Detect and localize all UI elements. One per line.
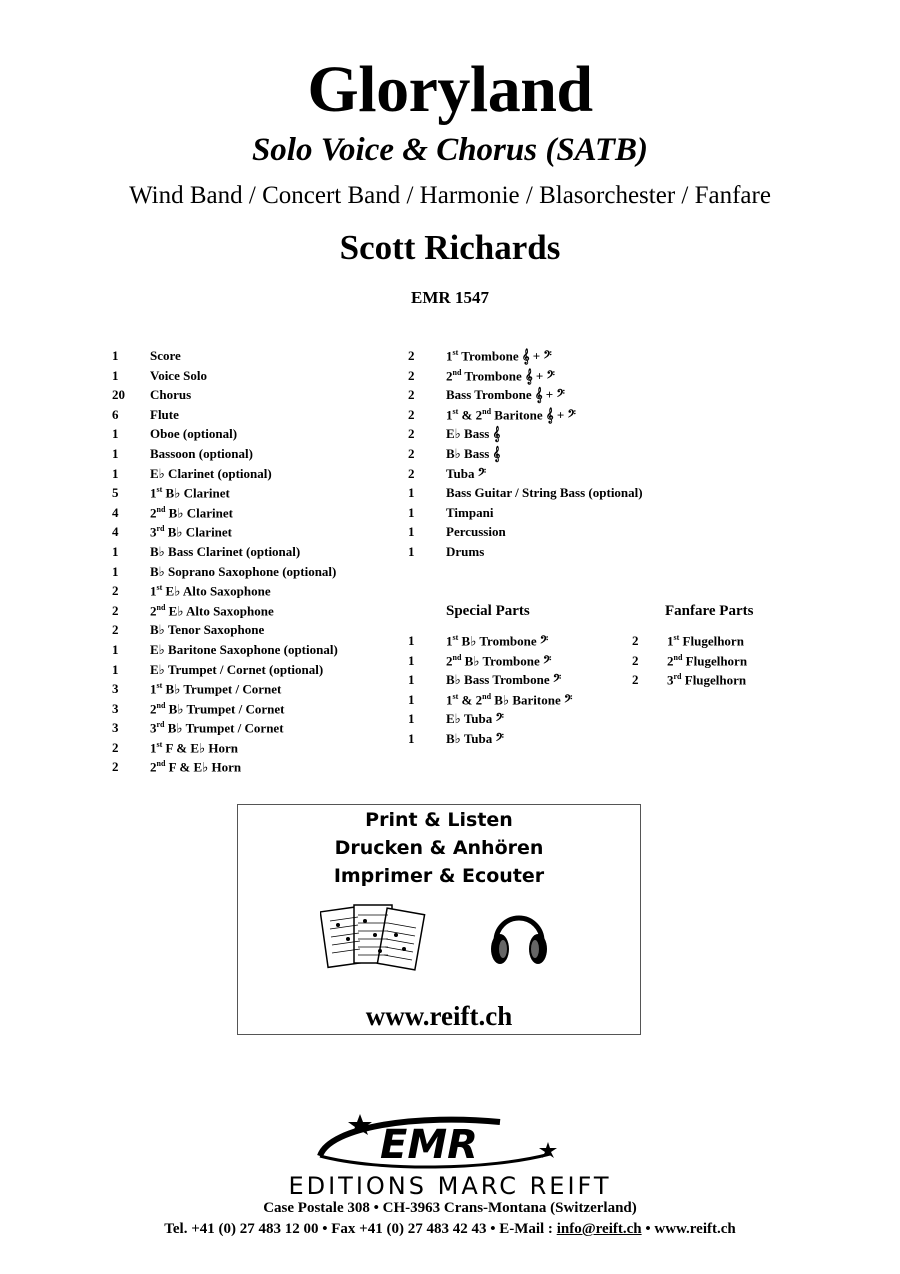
part-quantity: 1 — [408, 691, 415, 707]
svg-text:EMR: EMR — [380, 1122, 478, 1168]
part-quantity: 1 — [112, 445, 119, 461]
part-quantity: 4 — [112, 504, 119, 520]
part-name: 1st Trombone 𝄞 + 𝄢 — [446, 348, 552, 364]
part-quantity: 2 — [112, 602, 119, 618]
part-quantity: 1 — [112, 543, 119, 559]
part-name: Score — [150, 348, 181, 363]
part-name: Flute — [150, 406, 179, 422]
part-name: E♭ Clarinet (optional) — [150, 465, 272, 481]
publisher-address: Case Postale 308 • CH-3963 Crans-Montana (Switzerland) — [263, 1200, 637, 1216]
part-name: 2nd E♭ Alto Saxophone — [150, 602, 274, 619]
part-quantity: 5 — [112, 485, 119, 501]
part-quantity: 2 — [408, 445, 415, 461]
part-name: 1st E♭ Alto Saxophone — [150, 583, 271, 599]
part-name: B♭ Tenor Saxophone — [150, 622, 265, 638]
part-name: 2nd Flugelhorn — [667, 652, 748, 668]
part-quantity: 20 — [112, 387, 125, 403]
part-quantity: 1 — [112, 563, 119, 579]
part-name: 1st & 2nd Baritone 𝄞 + 𝄢 — [446, 406, 576, 423]
part-quantity: 2 — [632, 633, 639, 648]
part-quantity: 1 — [112, 661, 119, 677]
email-link[interactable]: info@reift.ch — [556, 1221, 642, 1237]
contact-website[interactable]: • www.reift.ch — [641, 1221, 736, 1237]
part-quantity: 1 — [408, 652, 415, 668]
part-name: 2nd Trombone 𝄞 + 𝄢 — [446, 367, 555, 383]
part-quantity: 1 — [408, 730, 415, 746]
part-name: Drums — [446, 543, 485, 559]
part-name: Percussion — [446, 524, 506, 540]
part-name: Timpani — [446, 504, 494, 520]
part-quantity: 1 — [408, 485, 415, 501]
part-name: 1st F & E♭ Horn — [150, 739, 238, 756]
part-name: B♭ Tuba 𝄢 — [446, 730, 504, 746]
part-name: 1st & 2nd B♭ Baritone 𝄢 — [446, 691, 573, 708]
publisher-name: EDITIONS MARC REIFT — [288, 1172, 612, 1200]
part-name: E♭ Trumpet / Cornet (optional) — [150, 661, 324, 677]
part-name: Tuba 𝄢 — [446, 465, 487, 481]
print-listen-line-en: Print & Listen — [365, 809, 513, 831]
part-quantity: 1 — [408, 711, 415, 727]
part-quantity: 1 — [112, 465, 119, 481]
part-name: 3rd Flugelhorn — [667, 672, 747, 688]
part-quantity: 2 — [632, 652, 639, 668]
part-name: E♭ Tuba 𝄢 — [446, 711, 504, 727]
part-name: 1st B♭ Clarinet — [150, 485, 230, 501]
part-name: B♭ Soprano Saxophone (optional) — [150, 563, 337, 579]
part-name: 1st B♭ Trombone 𝄢 — [446, 633, 549, 649]
print-listen-box — [237, 804, 641, 1035]
part-quantity: 2 — [408, 426, 415, 442]
catalog-number: EMR 1547 — [411, 288, 489, 307]
ensemble-line: Wind Band / Concert Band / Harmonie / Blasorchester / Fanfare — [129, 182, 771, 209]
part-quantity: 2 — [112, 739, 119, 755]
part-quantity: 1 — [112, 367, 119, 383]
part-name: 2nd B♭ Trombone 𝄢 — [446, 652, 552, 668]
part-quantity: 2 — [112, 759, 119, 775]
part-quantity: 4 — [112, 524, 119, 540]
part-name: 3rd B♭ Trumpet / Cornet — [150, 720, 284, 736]
part-quantity: 3 — [112, 700, 119, 716]
part-quantity: 6 — [112, 406, 119, 422]
contact-phone-fax: Tel. +41 (0) 27 483 12 00 • Fax +41 (0) 27 483 42 43 • E-Mail : — [164, 1221, 557, 1237]
publisher-contact — [0, 1221, 900, 1238]
part-quantity: 1 — [408, 672, 415, 688]
special-parts-heading: Special Parts — [446, 603, 530, 619]
part-name: Bass Guitar / String Bass (optional) — [446, 485, 643, 501]
part-name: B♭ Bass Trombone 𝄢 — [446, 672, 562, 688]
part-quantity: 3 — [112, 720, 119, 736]
part-name: 2nd B♭ Clarinet — [150, 504, 233, 521]
part-quantity: 1 — [408, 504, 415, 520]
part-quantity: 1 — [112, 426, 119, 442]
part-name: Bassoon (optional) — [150, 445, 253, 461]
part-quantity: 2 — [112, 583, 119, 599]
part-quantity: 1 — [408, 524, 415, 540]
part-quantity: 1 — [112, 641, 119, 657]
print-listen-line-de: Drucken & Anhören — [334, 837, 544, 859]
part-quantity: 2 — [408, 348, 415, 363]
headphones-icon — [488, 903, 550, 969]
part-quantity: 1 — [408, 633, 415, 648]
part-quantity: 2 — [632, 672, 639, 688]
part-quantity: 3 — [112, 681, 119, 697]
website-link[interactable]: www.reift.ch — [365, 1001, 513, 1031]
part-name: E♭ Bass 𝄞 — [446, 426, 501, 442]
print-listen-line-fr: Imprimer & Ecouter — [333, 865, 545, 887]
fanfare-parts-heading: Fanfare Parts — [665, 603, 754, 619]
part-name: Bass Trombone 𝄞 + 𝄢 — [446, 387, 565, 403]
composer: Scott Richards — [339, 228, 561, 267]
part-name: 2nd B♭ Trumpet / Cornet — [150, 700, 285, 717]
sheet-music-icon — [320, 901, 430, 981]
part-name: Oboe (optional) — [150, 426, 238, 442]
part-name: 3rd B♭ Clarinet — [150, 524, 233, 540]
part-quantity: 2 — [408, 387, 415, 403]
part-name: E♭ Baritone Saxophone (optional) — [150, 641, 338, 657]
part-quantity: 2 — [408, 465, 415, 481]
part-name: 2nd F & E♭ Horn — [150, 759, 242, 775]
part-name: 1st Flugelhorn — [667, 633, 744, 649]
part-name: B♭ Bass Clarinet (optional) — [150, 543, 301, 559]
emr-logo — [300, 1108, 570, 1178]
part-quantity: 2 — [112, 622, 119, 638]
part-quantity: 2 — [408, 367, 415, 383]
part-name: 1st B♭ Trumpet / Cornet — [150, 681, 282, 697]
part-name: Voice Solo — [150, 367, 207, 383]
part-quantity: 1 — [408, 543, 415, 559]
part-name: B♭ Bass 𝄞 — [446, 445, 501, 461]
part-quantity: 2 — [408, 406, 415, 422]
subtitle: Solo Voice & Chorus (SATB) — [251, 132, 649, 168]
title: Gloryland — [307, 53, 593, 126]
part-quantity: 1 — [112, 348, 119, 363]
part-name: Chorus — [150, 387, 192, 403]
